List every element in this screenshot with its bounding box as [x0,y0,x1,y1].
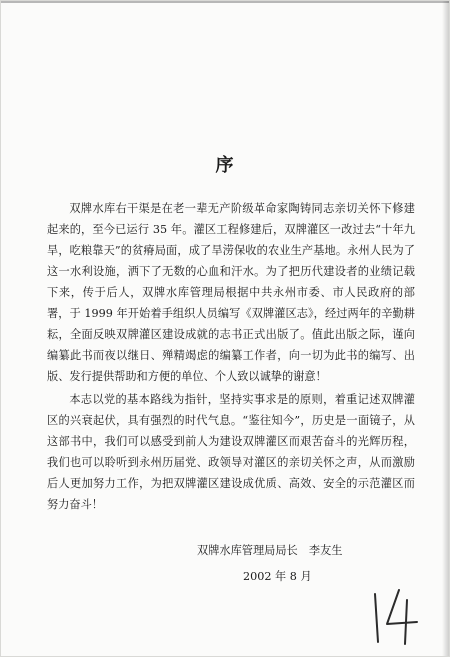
top-scan-edge [1,1,449,3]
signature-date: 2002 年 8 月 [243,570,312,583]
paragraph-1: 双牌水库右干渠是在老一辈无产阶级革命家陶铸同志亲切关怀下修建起来的，至今已运行 35 年。灌区工程修建后，双牌灌区一改过去“十年九旱，吃粮靠天”的贫瘠局面，成了旱涝保收的农业生产基地。永州人民为了这一水利设施，洒下了无数的心血和汗水。为了把历代建设者的业绩记载下来，传于后人，双牌水库管理局根据中共永州市委、市人民政府的部署，于 1999 年开始着手组织人员编写《双牌灌区志》，经过两年的辛勤耕耘，全面反映双牌灌区建设成就的志书正式出版了。值此出版之际，谨向编纂此书而夜以继日、殚精竭虑的编纂工作者，向一切为此书的编写、出版、发行提供帮助和方便的单位、个人致以诚挚的谢意！ [47,202,415,383]
handwritten-page-number [369,586,421,646]
paragraph-2: 本志以党的基本路线为指针，坚持实事求是的原则，着重记述双牌灌区的兴衰起伏，具有强烈的时代气息。“鉴往知今”，历史是一面镜子，从这部书中，我们可以感受到前人为建设双牌灌区而艰苦奋斗的光辉历程，我们也可以聆听到永州历届党、政领导对灌区的亲切关怀之声，从而激励后人更加努力工作，为把双牌灌区建设成优质、高效、安全的示范灌区而努力奋斗！ [47,393,415,511]
signature-author: 双牌水库管理局局长 李友生 [197,544,343,557]
preface-body [47,198,415,517]
signature-block [1,538,450,590]
page-title: 序 [215,155,235,176]
